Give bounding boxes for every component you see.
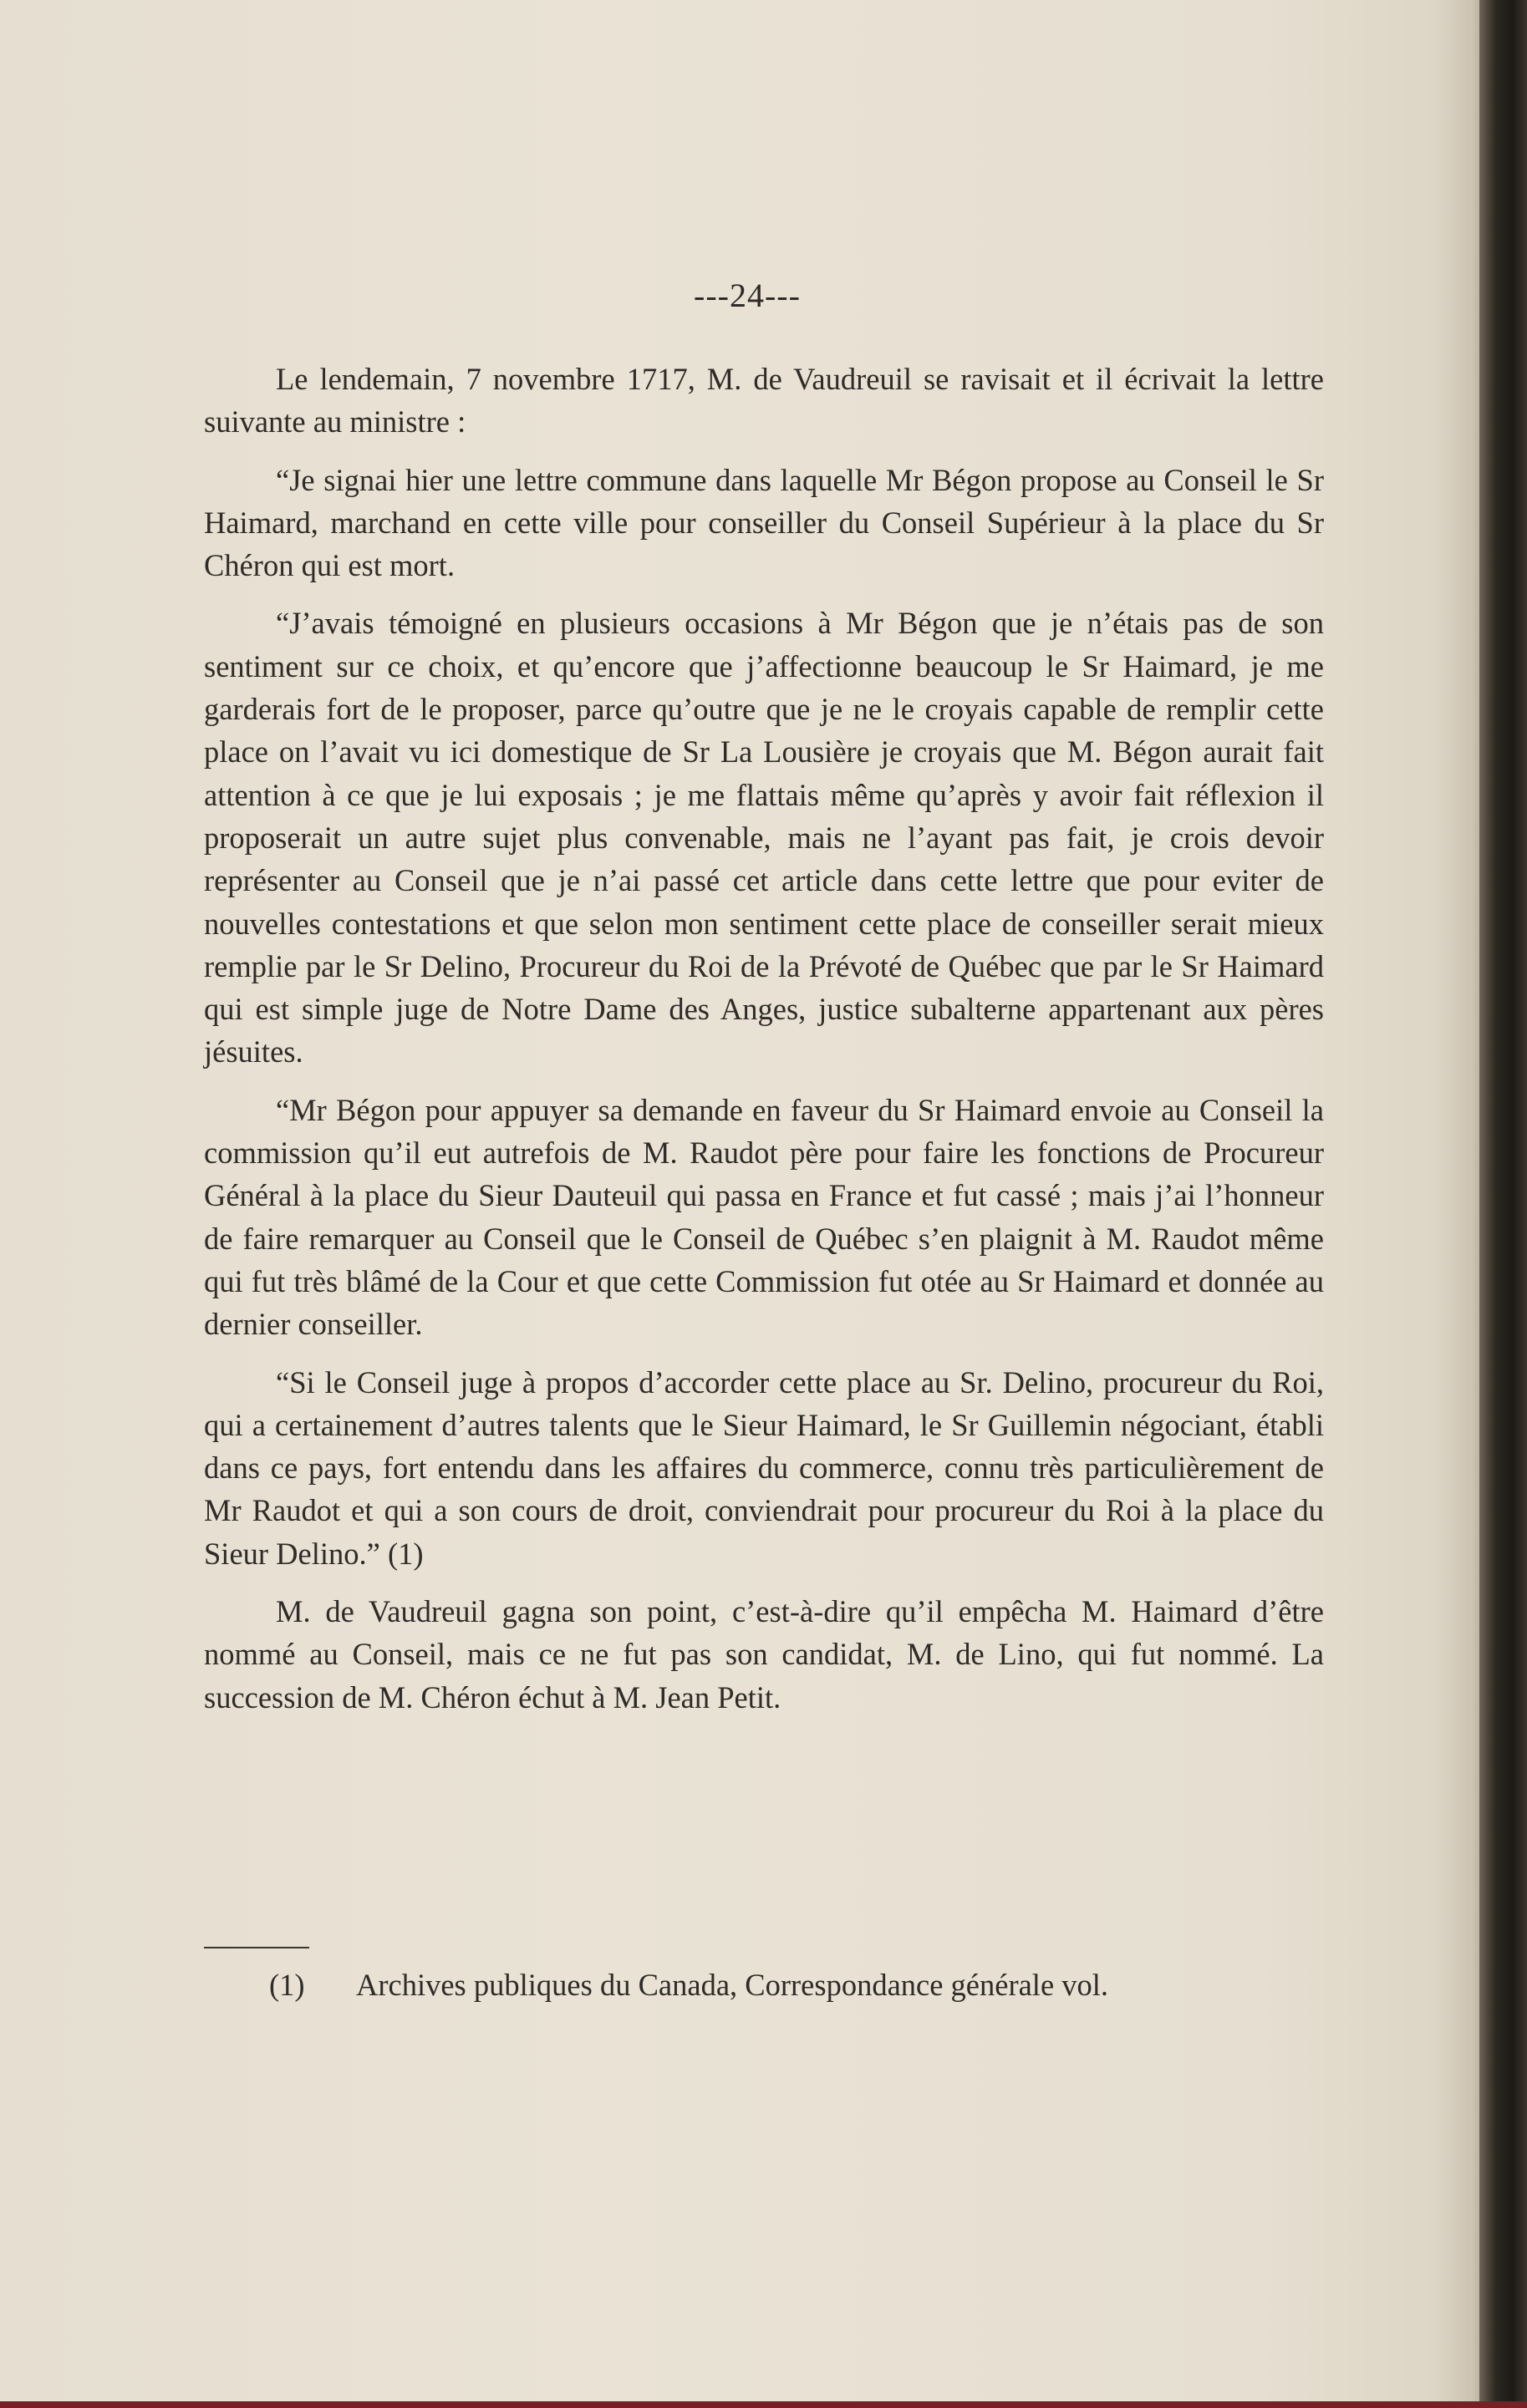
body-text	[204, 358, 1324, 1734]
bottom-strip	[0, 2401, 1527, 2408]
paragraph-2: “Je signai hier une lettre commune dans laquelle Mr Bégon propose au Conseil le Sr Haimard, marchand en cette ville pour conseiller du Conseil Supérieur à la place du Sr Chéron qui est mort.	[204, 462, 1324, 583]
book-binding-edge	[1479, 0, 1527, 2408]
paragraph-1: Le lendemain, 7 novembre 1717, M. de Vaudreuil se ravisait et il écrivait la lettre suivante au ministre :	[204, 362, 1324, 439]
footnote	[269, 1963, 1331, 2006]
page-number: ---24---	[694, 277, 801, 314]
footnote-text: Archives publiques du Canada, Correspondance générale vol.	[356, 1968, 1109, 2002]
footnote-marker: (1)	[269, 1968, 305, 2002]
footnote-divider	[204, 1947, 309, 1948]
paragraph-4: “Mr Bégon pour appuyer sa demande en faveur du Sr Haimard envoie au Conseil la commission qu’il eut autrefois de M. Raudot père pour faire les fonctions de Procureur Général à la place du Sieur Dauteuil qui passa en France et fut cassé ; mais j’ai l’honneur de faire remarquer au Conseil que le Conseil de Québec s’en plaignit à M. Raudot même qui fut très blâmé de la Cour et que cette Commission fut otée au Sr Haimard et donnée au dernier conseiller.	[204, 1092, 1324, 1342]
paragraph-6: M. de Vaudreuil gagna son point, c’est-à-dire qu’il empêcha M. Haimard d’être nommé au Conseil, mais ce ne fut pas son candidat, M. de Lino, qui fut nommé. La succession de M. Chéron échut à M. Jean Petit.	[204, 1594, 1324, 1715]
paragraph-3: “J’avais témoigné en plusieurs occasions à Mr Bégon que je n’étais pas de son sentiment sur ce choix, et qu’encore que j’affectionne beaucoup le Sr Haimard, je me garderais fort de le proposer, parce qu’outre que je ne le croyais capable de remplir cette place on l’avait vu ici domestique de Sr La Lousière je croyais que M. Bégon aurait fait attention à ce que je lui exposais ; je me flattais même qu’après y avoir fait réflexion il proposerait un autre sujet plus convenable, mais ne l’ayant pas fait, je crois devoir représenter au Conseil que je n’ai passé cet article dans cette lettre que pour eviter de nouvelles contestations et que selon mon sentiment cette place de conseiller serait mieux remplie par le Sr Delino, Procureur du Roi de la Prévoté de Québec que par le Sr Haimard qui est simple juge de Notre Dame des Anges, justice subalterne appartenant aux pères jésuites.	[204, 606, 1324, 1069]
paragraph-5: “Si le Conseil juge à propos d’accorder cette place au Sr. Delino, procureur du Roi, qui a certainement d’autres talents que le Sieur Haimard, le Sr Guillemin négociant, établi dans ce pays, fort entendu dans les affaires du commerce, connu très particulièrement de Mr Raudot et qui a son cours de droit, conviendrait pour procureur du Roi à la place du Sieur Delino.” (1)	[204, 1364, 1324, 1571]
